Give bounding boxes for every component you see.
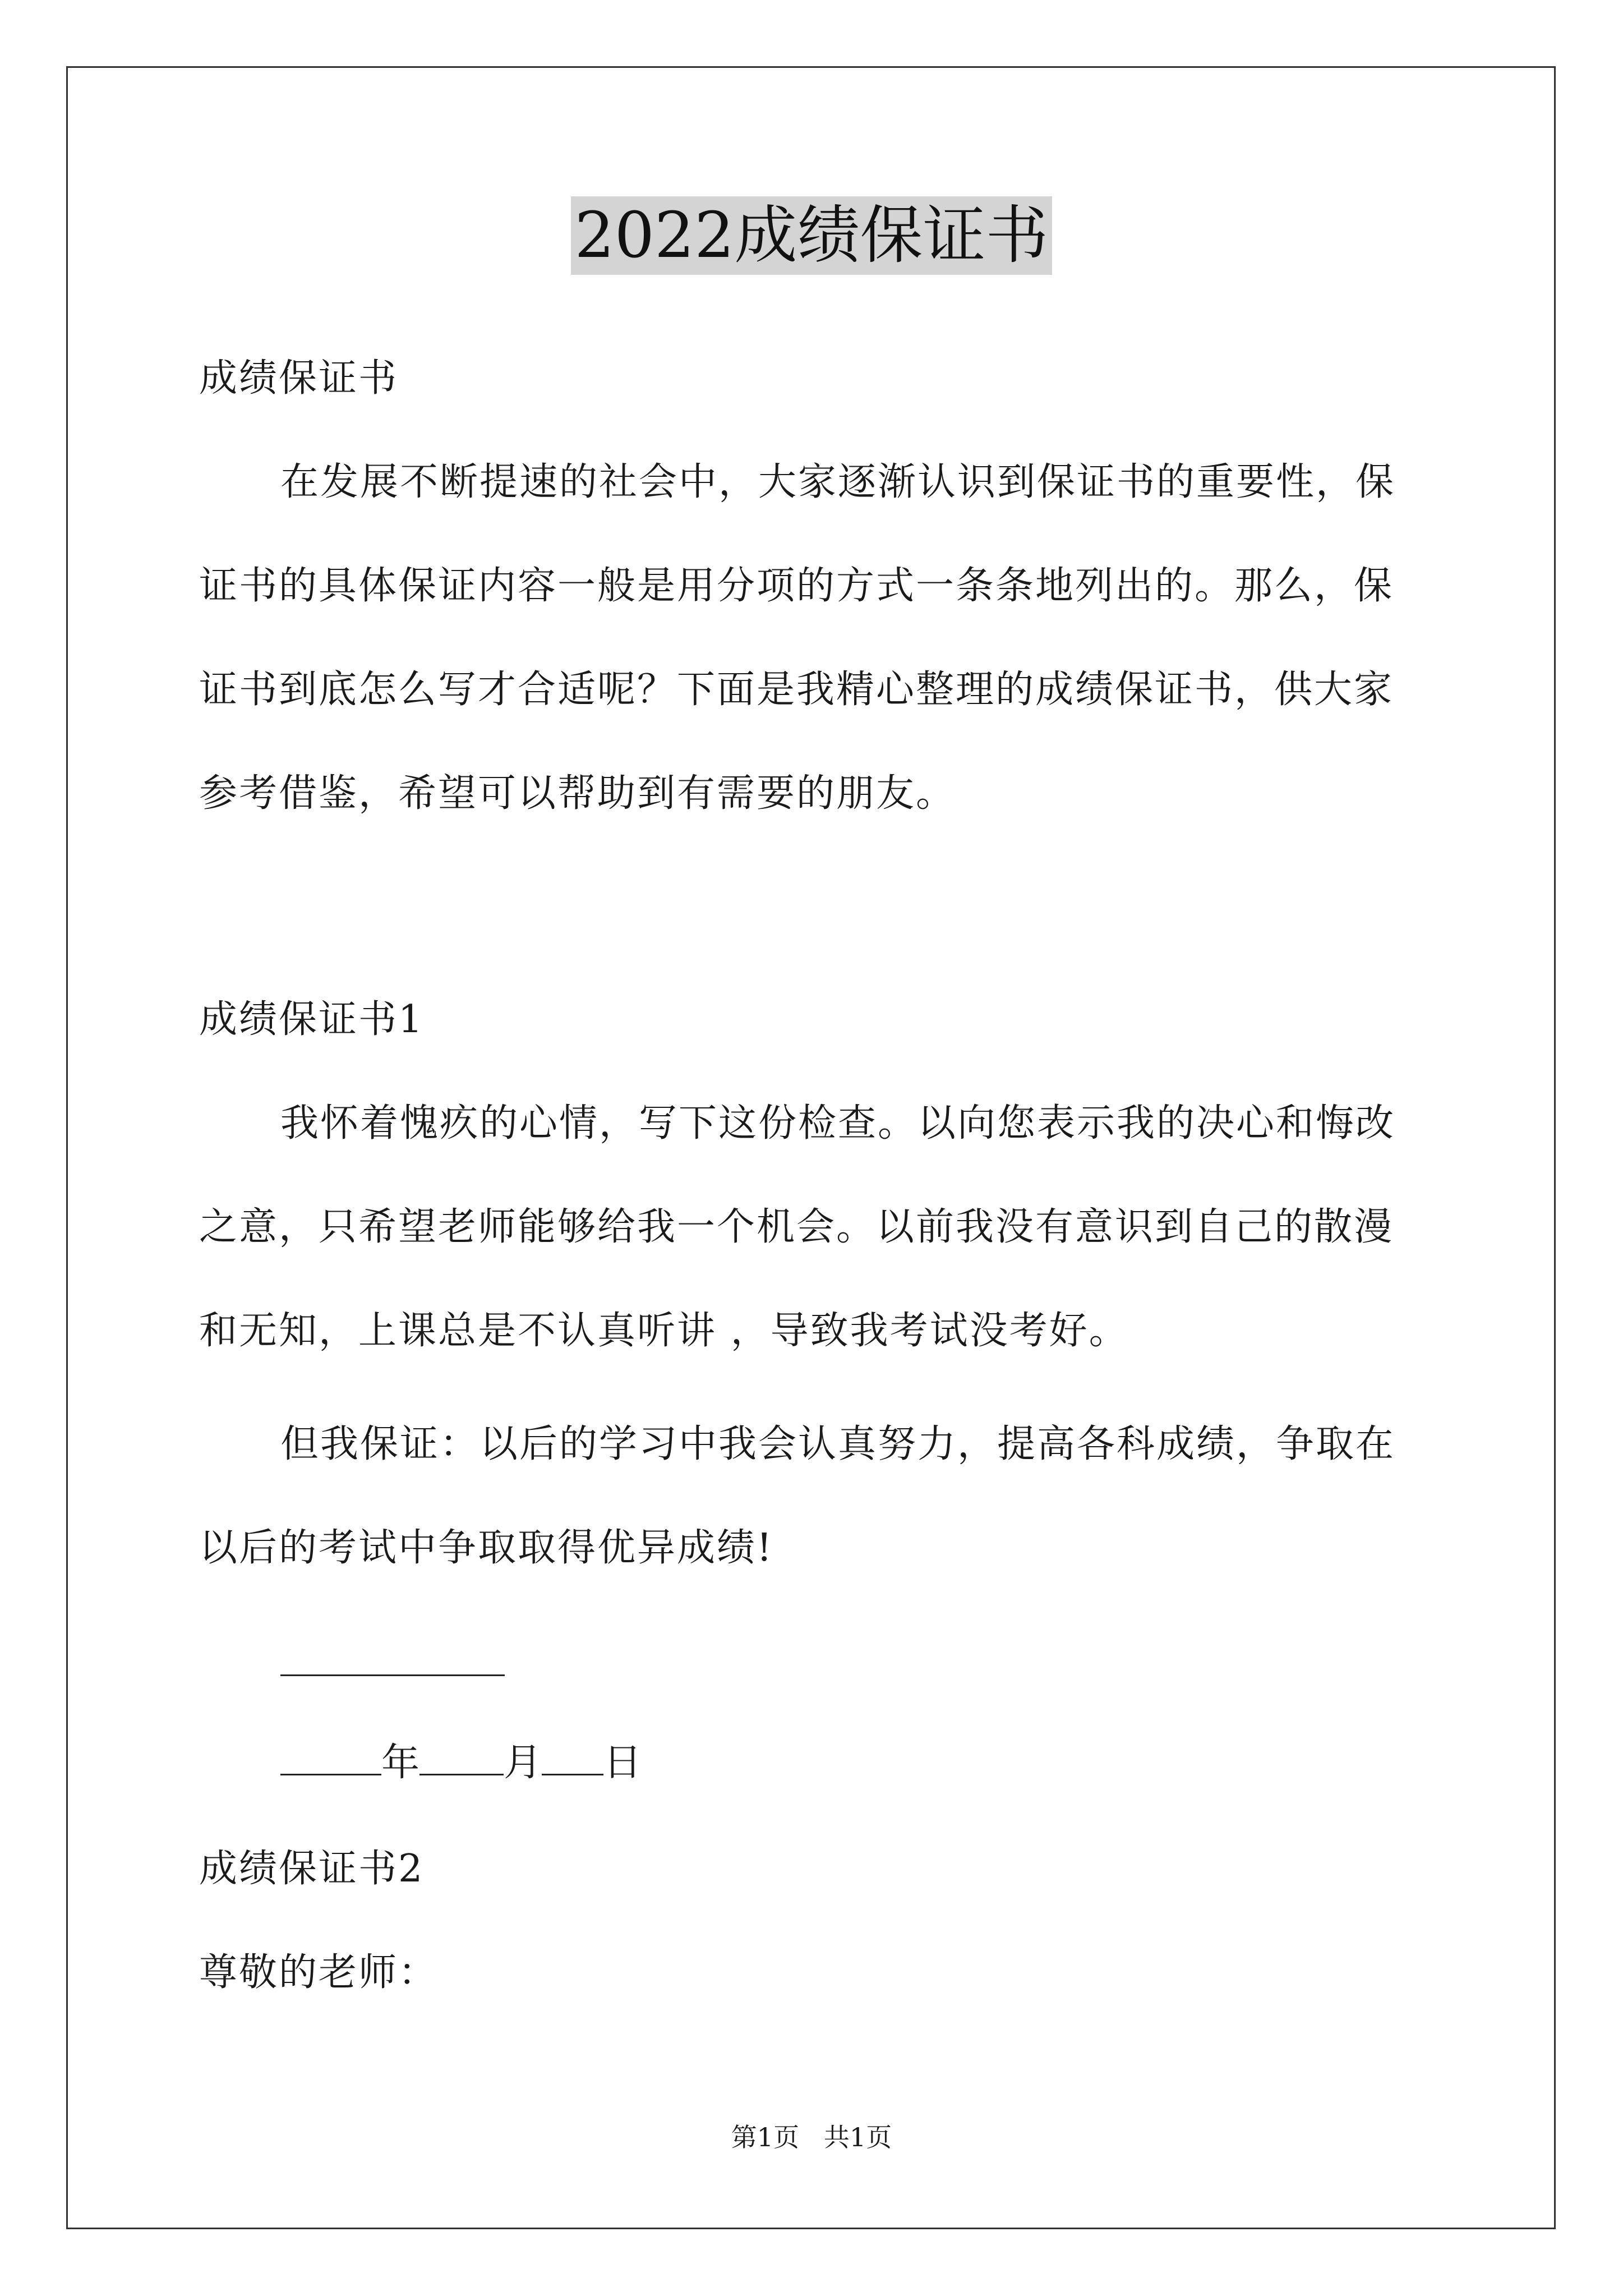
intro-line-1: 在发展不断提速的社会中，大家逐渐认识到保证书的重要性，保 <box>280 460 1396 504</box>
intro-heading: 成绩保证书 <box>199 356 399 401</box>
intro-line-3: 证书到底怎么写才合适呢？下面是我精心整理的成绩保证书，供大家 <box>199 668 1394 712</box>
section2-salutation: 尊敬的老师： <box>199 1950 439 1995</box>
month-label: 月 <box>504 1741 542 1785</box>
intro-line-2: 证书的具体保证内容一般是用分项的方式一条条地列出的。那么，保 <box>199 564 1394 608</box>
year-label: 年 <box>381 1741 420 1785</box>
section1-para2-line-2: 以后的考试中争取取得优异成绩! <box>199 1526 774 1570</box>
day-blank <box>542 1734 603 1775</box>
section1-para1-line-2: 之意，只希望老师能够给我一个机会。以前我没有意识到自己的散漫 <box>199 1205 1394 1249</box>
section1-para1-line-3: 和无知，上课总是不认真听讲 ，导致我考试没考好。 <box>199 1309 1129 1353</box>
day-label: 日 <box>603 1741 642 1785</box>
intro-line-4: 参考借鉴，希望可以帮助到有需要的朋友。 <box>199 771 956 816</box>
month-blank <box>419 1734 504 1775</box>
section1-para2-line-1: 但我保证：以后的学习中我会认真努力，提高各科成绩，争取在 <box>280 1422 1396 1466</box>
section1-heading: 成绩保证书1 <box>199 997 425 1042</box>
document-title <box>0 196 1623 280</box>
date-line <box>280 1734 642 1791</box>
page-footer: 第1页 共1页 <box>731 2122 892 2152</box>
section1-para1-line-1: 我怀着愧疚的心情，写下这份检查。以向您表示我的决心和悔改 <box>280 1101 1396 1145</box>
section2-heading: 成绩保证书2 <box>199 1847 425 1891</box>
year-blank <box>280 1734 381 1775</box>
document-title-text: 2022成绩保证书 <box>571 196 1052 275</box>
signature-blank-line <box>280 1674 505 1676</box>
